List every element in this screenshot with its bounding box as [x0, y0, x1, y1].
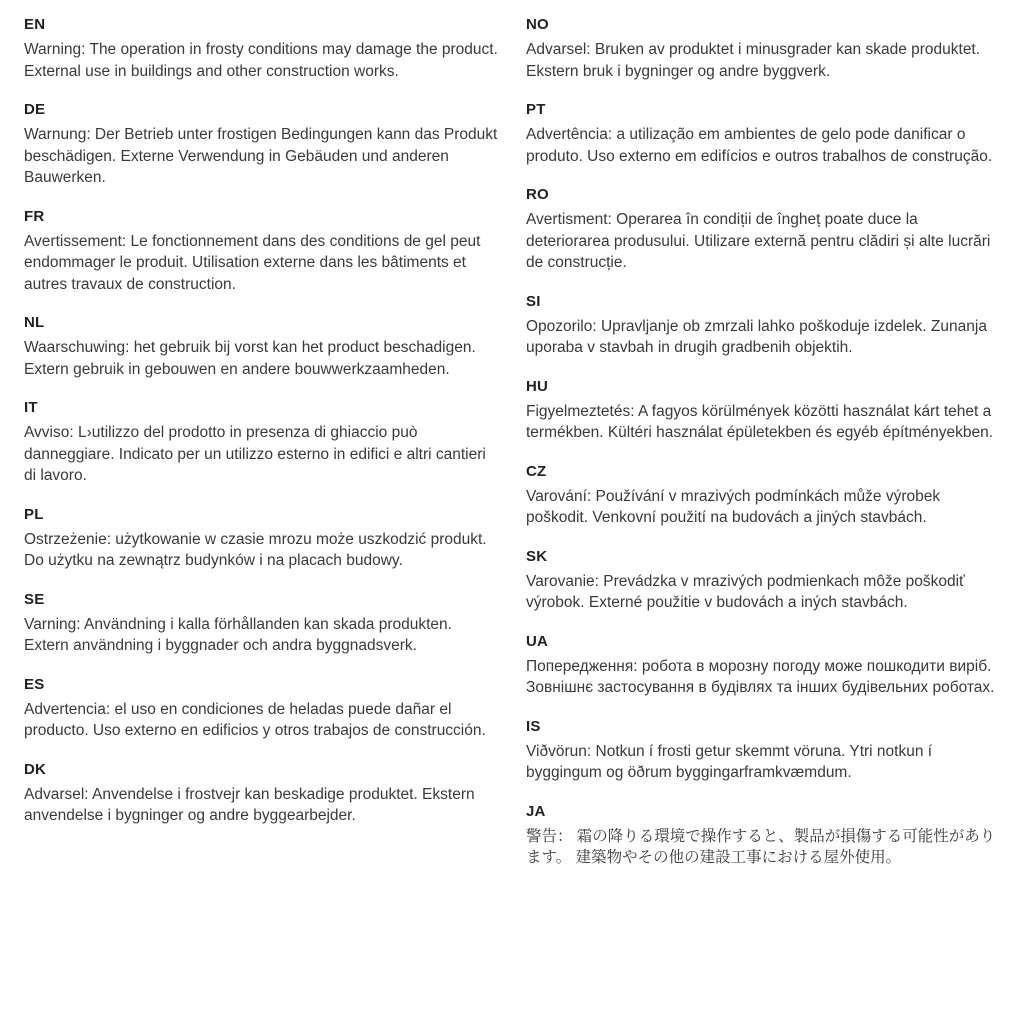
- lang-code-fr: FR: [24, 207, 45, 225]
- lang-section-fr: [24, 208, 498, 296]
- warning-text-hu: Figyelmeztetés: A fagyos körülmények közötti használat kárt tehet a termékben. Kültéri használat épületekben és egyéb építményekben.: [526, 402, 994, 441]
- lang-code-se: SE: [24, 590, 45, 608]
- warning-text-de: Warnung: Der Betrieb unter frostigen Bedingungen kann das Produkt beschädigen. Externe Verwendung in Gebäuden und anderen Bauwerken.: [24, 126, 498, 186]
- lang-code-is: IS: [526, 717, 541, 735]
- warning-text-pt: Advertência: a utilização em ambientes de gelo pode danificar o produto. Uso externo em edifícios e outros trabalhos de construção.: [526, 126, 993, 165]
- warning-text-is: Viðvörun: Notkun í frosti getur skemmt vöruna. Ytri notkun í byggingum og öðrum byggingarframkvæmdum.: [526, 742, 933, 781]
- lang-section-de: [24, 101, 498, 189]
- warning-text-nl: Waarschuwing: het gebruik bij vorst kan het product beschadigen. Extern gebruik in gebouwen en andere bouwwerkzaamheden.: [24, 339, 476, 378]
- lang-section-pl: [24, 506, 498, 572]
- lang-code-es: ES: [24, 675, 45, 693]
- lang-section-si: [526, 293, 1000, 359]
- right-column: [526, 16, 1000, 888]
- lang-code-sk: SK: [526, 547, 548, 565]
- warning-text-fr: Avertissement: Le fonctionnement dans des conditions de gel peut endommager le produit. Utilisation externe dans les bâtiments et autres travaux de construction.: [24, 232, 481, 293]
- lang-code-dk: DK: [24, 760, 47, 778]
- warning-text-dk: Advarsel: Anvendelse i frostvejr kan beskadige produktet. Ekstern anvendelse i bygninger og andre byggearbejder.: [24, 785, 475, 824]
- lang-code-ro: RO: [526, 186, 549, 203]
- lang-section-ua: [526, 633, 1000, 699]
- warning-text-pl: Ostrzeżenie: użytkowanie w czasie mrozu może uszkodzić produkt. Do użytku na zewnątrz budynków i na placach budowy.: [24, 530, 487, 569]
- lang-section-no: [526, 16, 1000, 82]
- warning-text-it: Avviso: L›utilizzo del prodotto in presenza di ghiaccio può danneggiare. Indicato per un utilizzo esterno in edifici e altri cantieri di lavoro.: [24, 424, 486, 484]
- lang-code-it: IT: [24, 399, 38, 416]
- lang-section-cz: [526, 463, 1000, 529]
- lang-section-is: [526, 718, 1000, 784]
- warning-text-no: Advarsel: Bruken av produktet i minusgrader kan skade produktet. Ekstern bruk i bygninger og andre byggverk.: [526, 41, 981, 80]
- warning-text-ua: Попередження: робота в морозну погоду може пошкодити виріб. Зовнішнє застосування в будівлях та інших будівельних роботах.: [526, 657, 995, 696]
- warning-text-es: Advertencia: el uso en condiciones de heladas puede dañar el producto. Uso externo en edificios y otros trabajos de construcción.: [24, 700, 486, 739]
- lang-code-pt: PT: [526, 101, 546, 118]
- lang-code-nl: NL: [24, 314, 45, 331]
- lang-section-ja: [526, 803, 1000, 869]
- lang-code-pl: PL: [24, 505, 44, 523]
- lang-code-no: NO: [526, 16, 549, 33]
- lang-code-cz: CZ: [526, 462, 547, 480]
- warning-text-si: Opozorilo: Upravljanje ob zmrzali lahko poškoduje izdelek. Zunanja uporaba v stavbah in drugih gradbenih objektih.: [526, 317, 987, 356]
- lang-code-ua: UA: [526, 632, 549, 650]
- warning-text-cz: Varování: Používání v mrazivých podmínkách může výrobek poškodit. Venkovní použití na budovách a jiných stavbách.: [526, 487, 941, 526]
- lang-code-si: SI: [526, 292, 541, 310]
- lang-section-en: [24, 16, 498, 82]
- warning-text-ja: 警告： 霜の降りる環境で操作すると、製品が損傷する可能性があります。 建築物やその他の建設工事における屋外使用。: [526, 827, 996, 866]
- warning-text-se: Varning: Användning i kalla förhållanden kan skada produkten. Extern användning i byggnader och andra byggnadsverk.: [24, 615, 452, 654]
- lang-code-ja: JA: [526, 802, 546, 820]
- lang-section-hu: [526, 378, 1000, 444]
- warning-text-sk: Varovanie: Prevádzka v mrazivých podmienkach môže poškodiť výrobok. Externé použitie v budovách a iných stavbách.: [526, 572, 965, 611]
- lang-section-pt: [526, 101, 1000, 167]
- left-column: [24, 16, 498, 846]
- lang-section-es: [24, 676, 498, 742]
- lang-section-ro: [526, 186, 1000, 274]
- warning-text-ro: Avertisment: Operarea în condiții de îngheț poate duce la deteriorarea produsului. Utilizare externă pentru clădiri și alte lucrări de construcție.: [526, 211, 991, 271]
- lang-code-de: DE: [24, 101, 46, 118]
- lang-section-sk: [526, 548, 1000, 614]
- lang-section-it: [24, 399, 498, 487]
- lang-code-en: EN: [24, 16, 46, 33]
- lang-section-dk: [24, 761, 498, 827]
- warning-text-en: Warning: The operation in frosty conditions may damage the product. External use in buildings and other construction works.: [24, 41, 498, 80]
- lang-code-hu: HU: [526, 377, 549, 395]
- lang-section-nl: [24, 314, 498, 380]
- lang-section-se: [24, 591, 498, 657]
